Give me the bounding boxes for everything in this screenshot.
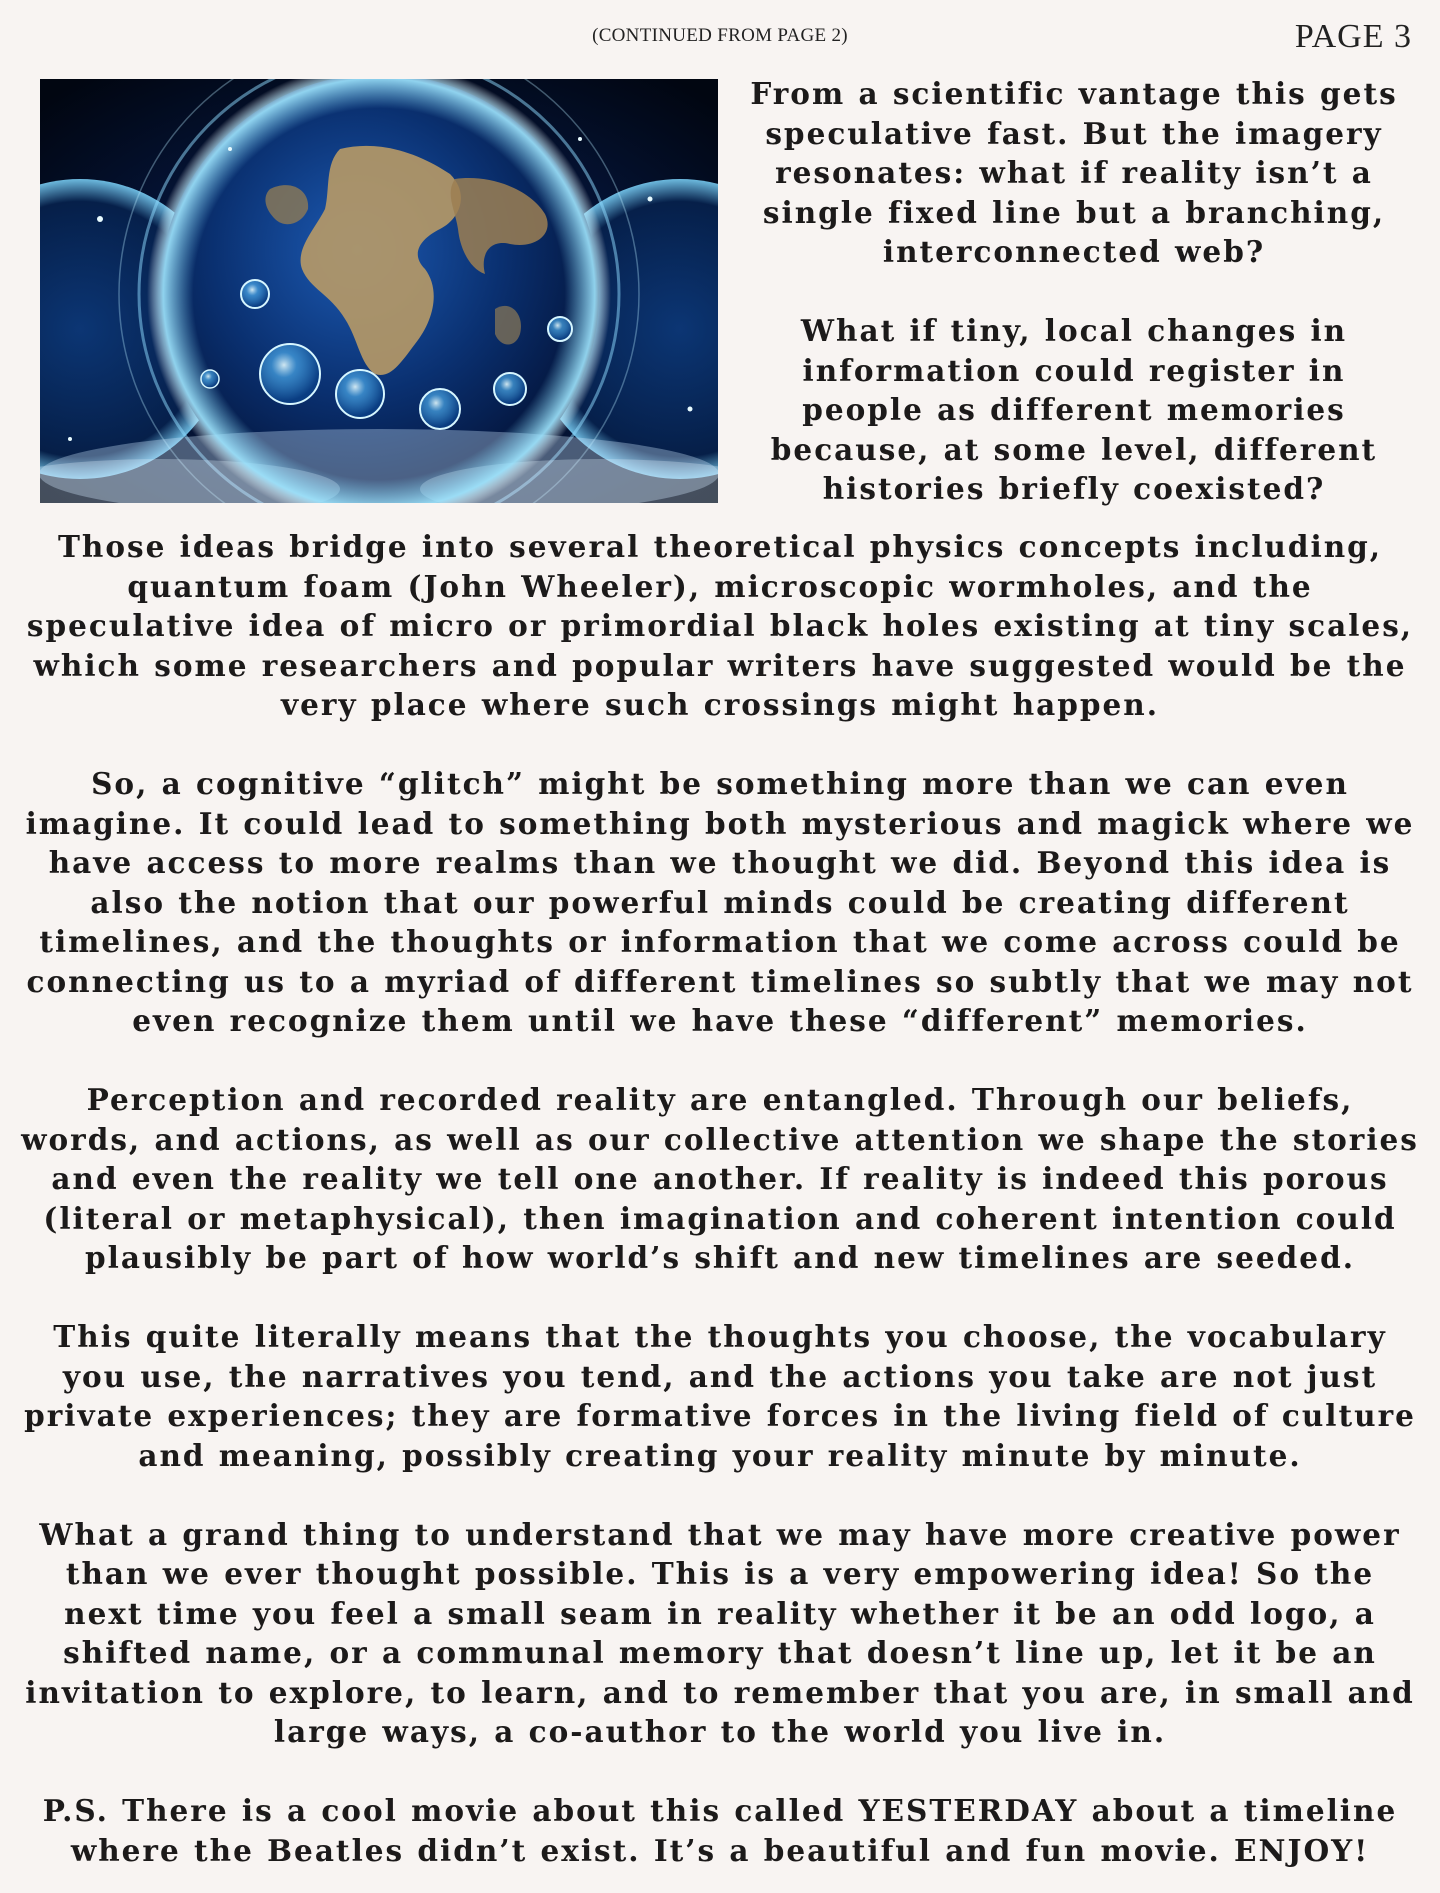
- continued-from-label: (CONTINUED FROM PAGE 2): [592, 25, 848, 46]
- paragraph-physics-concepts: Those ideas bridge into several theoretical physics concepts including, quantum foam (John Wheeler), microscopic wormholes, and the speculative idea of micro or primordial black holes existing at tiny scales, which some researchers and popular writers have suggested would be the very place where such crossings might happen.: [26, 529, 1414, 722]
- paragraph-cognitive-glitch: So, a cognitive “glitch” might be something more than we can even imagine. It could lead to something both mysterious and magick where we have access to more realms than we thought we did. Beyond this idea is also the notion that our powerful minds could be creating different timelines, and the thoughts or information that we come across could be connecting us to a myriad of different timelines so subtly that we may not even recognize them until we have these “different” memories.: [25, 766, 1415, 1038]
- paragraph-scientific-vantage: From a scientific vantage this gets speculative fast. But the imagery resonates: what if reality isn’t a single fixed line but a branching, interconnected web?: [750, 76, 1398, 269]
- paragraph-thoughts-you-choose: This quite literally means that the thoughts you choose, the vocabulary you use, the narratives you tend, and the actions you take are not just private experiences; they are formative forces in the living field of culture and meaning, possibly creating your reality minute by minute.: [24, 1319, 1416, 1473]
- intro-text-column: [738, 74, 1410, 548]
- earth-globe-bubbles-image: [40, 79, 718, 503]
- paragraph-creative-power: What a grand thing to understand that we may have more creative power than we ever thought possible. This is a very empowering idea! So the next time you feel a small seam in reality whether it be an odd logo, a shifted name, or a communal memory that doesn’t line up, let it be an invitation to explore, to learn, and to remember that you are, in small and large ways, a co-author to the world you live in.: [25, 1516, 1415, 1749]
- paragraph-postscript: P.S. There is a cool movie about this called YESTERDAY about a timeline where the Beatles didn’t exist. It’s a beautiful and fun movie. ENJOY!: [42, 1793, 1398, 1868]
- page-number: PAGE 3: [1294, 18, 1412, 55]
- paragraph-tiny-local-changes: What if tiny, local changes in information could register in people as different memories because, at some level, different histories briefly coexisted?: [770, 313, 1378, 506]
- paragraph-perception-reality: Perception and recorded reality are entangled. Through our beliefs, words, and actions, as well as our collective attention we shape the stories and even the reality we tell one another. If reality is indeed this porous (literal or metaphysical), then imagination and coherent intention could plausibly be part of how world’s shift and new timelines are seeded.: [21, 1082, 1419, 1275]
- article-body: [20, 527, 1420, 1870]
